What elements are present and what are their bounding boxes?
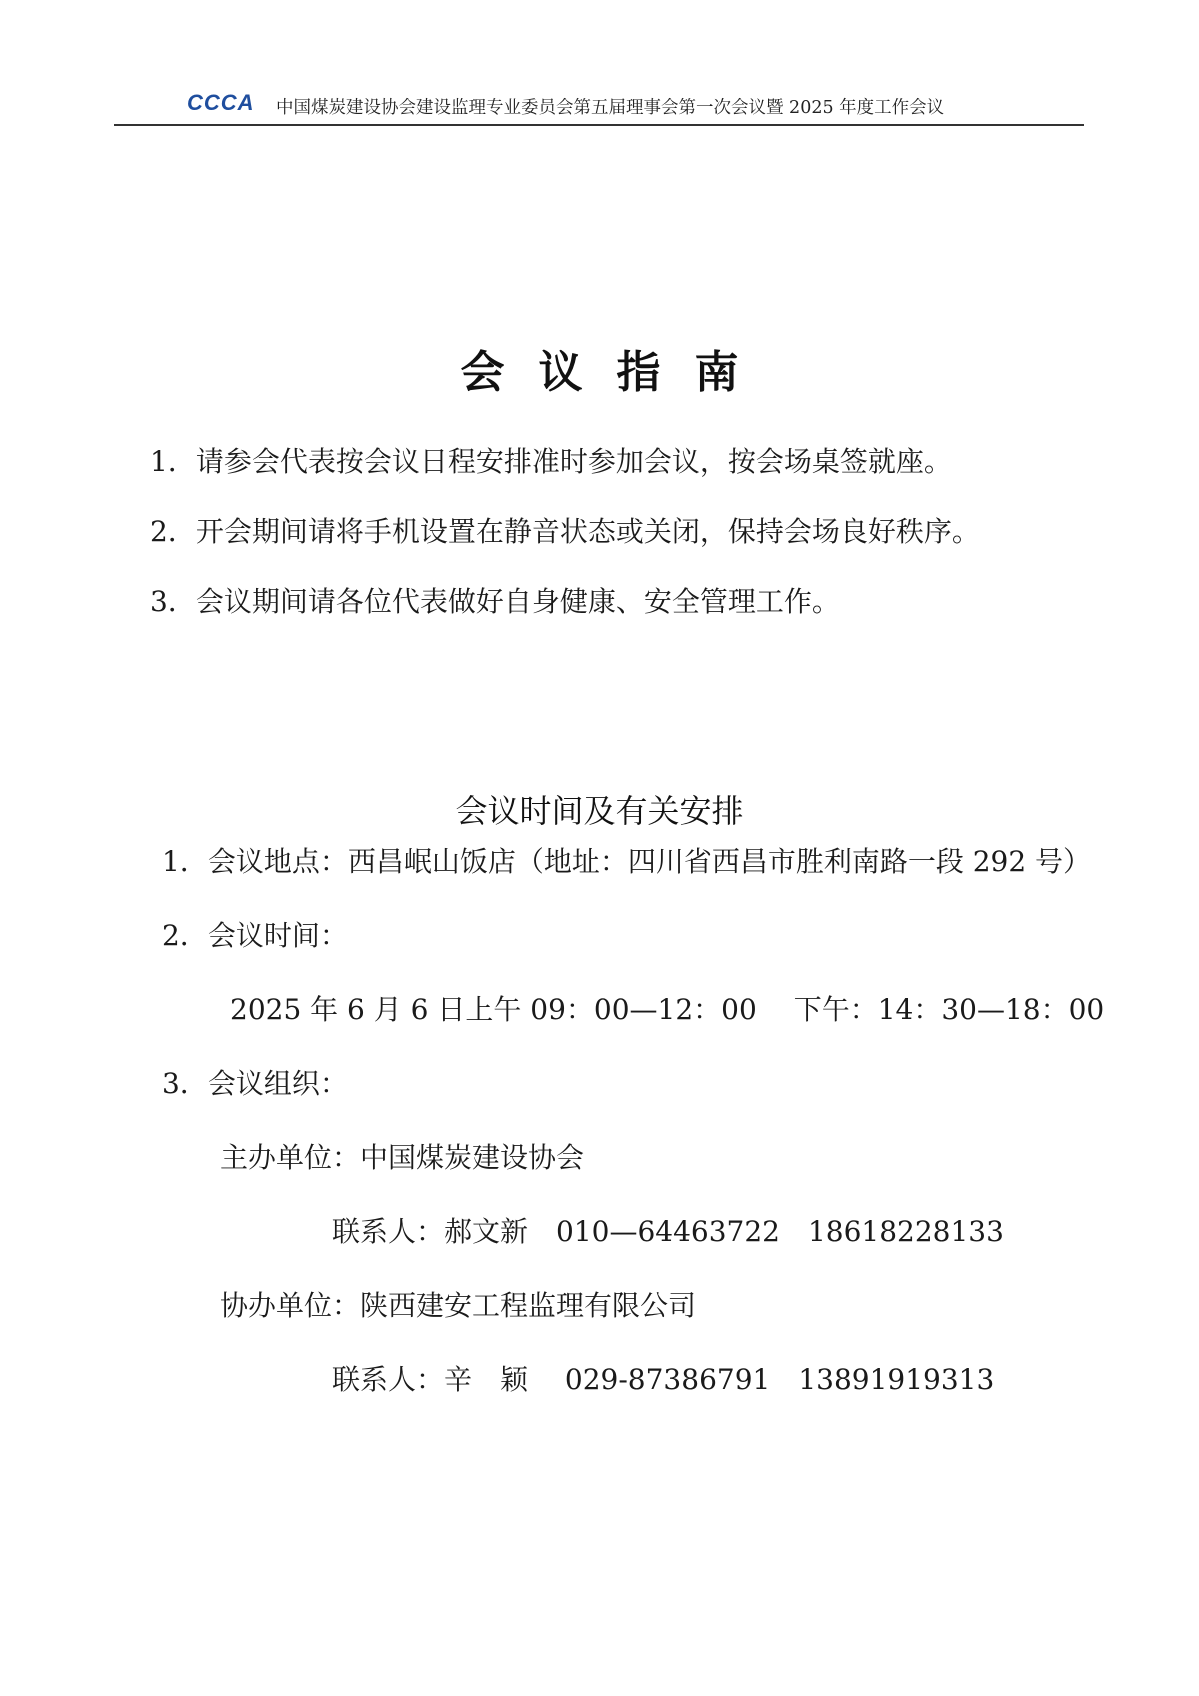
ccca-logo: CCCA [187,90,255,115]
meeting-time-label: 2．会议时间： [162,919,348,952]
guide-item-3: 3．会议期间请各位代表做好自身健康、安全管理工作。 [150,585,840,618]
meeting-org-label: 3．会议组织： [162,1067,348,1100]
meeting-time-value: 2025 年 6 月 6 日上午 09：00—12：00 下午：14：30—18：00 [230,993,1105,1026]
header-title: 中国煤炭建设协会建设监理专业委员会第五届理事会第一次会议暨 2025 年度工作会议 [276,98,945,118]
co-host-organization: 协办单位：陕西建安工程监理有限公司 [220,1289,697,1322]
meeting-location: 1．会议地点：西昌岷山饭店（地址：四川省西昌市胜利南路一段 292 号） [162,845,1092,878]
page-header [114,84,1084,126]
guide-item-1: 1．请参会代表按会议日程安排准时参加会议，按会场桌签就座。 [150,445,952,478]
page-title: 会议指南 [460,347,773,398]
guide-item-2: 2．开会期间请将手机设置在静音状态或关闭，保持会场良好秩序。 [150,515,980,548]
co-host-contact: 联系人：辛 颖 029-87386791 13891919313 [332,1363,995,1396]
host-organization: 主办单位：中国煤炭建设协会 [220,1141,585,1174]
host-contact: 联系人：郝文新 010—64463722 18618228133 [332,1215,1004,1248]
section-title: 会议时间及有关安排 [455,792,744,830]
